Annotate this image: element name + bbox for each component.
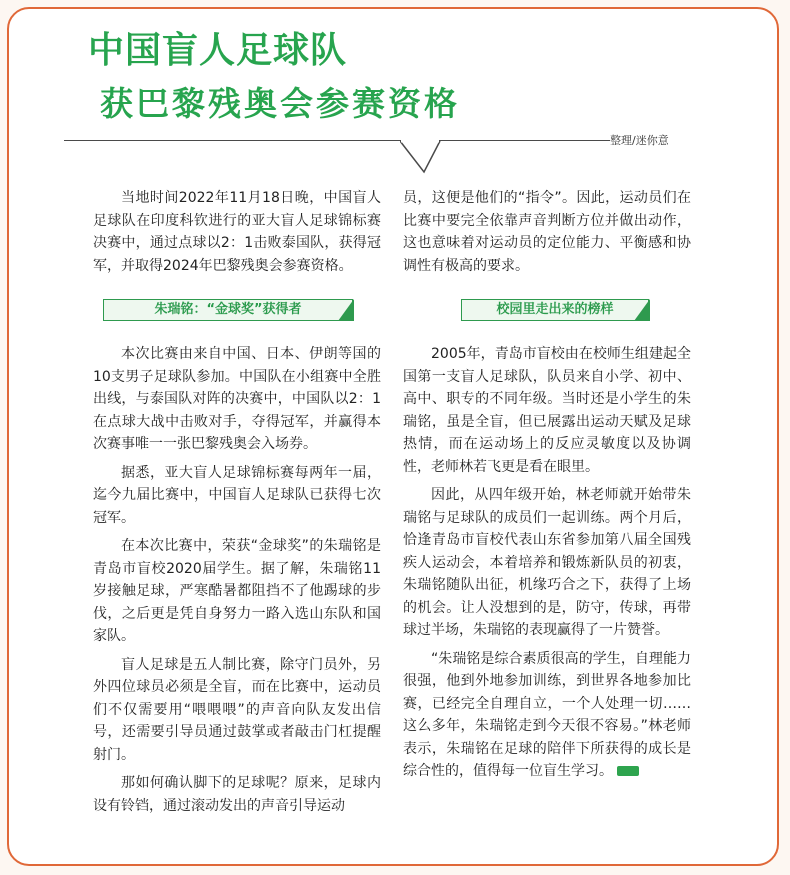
header-rule-pointer	[400, 140, 450, 174]
body-paragraph: 盲人足球是五人制比赛，除守门员外，另外四位球员必须是全盲，而在比赛中，运动员们不仅需要用“喂喂喂”的声音向队友发出信号，还需要引导员通过鼓掌或者敲击门杠提醒射门。	[93, 656, 381, 763]
body-paragraph: 2005年，青岛市盲校由在校师生组建起全国第一支盲人足球队，队员来自小学、初中、高中、职专的不同年级。当时还是小学生的朱瑞铭，虽是全盲，但已展露出运动天赋及足球热情，而在运动场上的反应灵敏度以及协调性，老师林若飞更是看在眼里。	[403, 346, 691, 475]
headline-line-2: 获巴黎残奥会参赛资格	[100, 84, 460, 123]
section-heading-text: 朱瑞铭：“金球奖”获得者	[154, 302, 302, 317]
intro-paragraph: 当地时间2022年11月18日晚，中国盲人足球队在印度科钦进行的亚大盲人足球锦标赛决赛中，通过点球以2：1击败泰国队，获得冠军，并取得2024年巴黎残奥会参赛资格。	[93, 190, 381, 274]
body-paragraph	[403, 648, 691, 783]
continued-paragraph: 员，这便是他们的“指令”。因此，运动员们在比赛中要完全依靠声音判断方位并做出动作，这也意味着对运动员的定位能力、平衡感和协调性有极高的要求。	[403, 190, 691, 274]
closing-paragraph-text: “朱瑞铭是综合素质很高的学生，自理能力很强，他到外地参加训练，到世界各地参加比赛，已经完全自理自立，一个人处理一切……这么多年，朱瑞铭走到今天很不容易。”林老师表示，朱瑞铭在足球的陪伴下所获得的成长是综合性的，值得每一位盲生学习。	[403, 650, 691, 779]
section-heading-golden-ball	[103, 299, 353, 321]
section-heading-text: 校园里走出来的榜样	[496, 302, 614, 317]
byline: 整理/迷你意	[610, 134, 669, 147]
header-rule	[64, 140, 610, 141]
body-paragraph: 在本次比赛中，荣获“金球奖”的朱瑞铭是青岛市盲校2020届学生。据了解，朱瑞铭11岁接触足球，严寒酷暑都阻挡不了他踢球的步伐，之后更是凭自身努力一路入选山东队和国家队。	[93, 538, 381, 644]
headline-line-1: 中国盲人足球队	[88, 30, 348, 71]
right-column	[403, 187, 691, 789]
article-end-mark-icon	[617, 766, 639, 776]
body-paragraph: 据悉，亚大盲人足球锦标赛每两年一届，迄今九届比赛中，中国盲人足球队已获得七次冠军。	[93, 464, 381, 526]
body-paragraph: 那如何确认脚下的足球呢？原来，足球内设有铃铛，通过滚动发出的声音引导运动	[93, 775, 381, 814]
left-column	[93, 187, 381, 823]
heading-corner-decoration	[338, 299, 354, 321]
body-paragraph: 本次比赛由来自中国、日本、伊朗等国的10支男子足球队参加。中国队在小组赛中全胜出线，与泰国队对阵的决赛中，中国队以2：1在点球大战中击败对手，夺得冠军，并赢得本次赛事唯一一张巴黎残奥会入场券。	[93, 346, 381, 452]
section-heading-campus-role-model	[461, 299, 649, 321]
body-paragraph: 因此，从四年级开始，林老师就开始带朱瑞铭与足球队的成员们一起训练。两个月后，恰逢青岛市盲校代表山东省参加第八届全国残疾人运动会，本着培养和锻炼新队员的初衷，朱瑞铭随队出征，机缘巧合之下，获得了上场的机会。让人没想到的是，防守，传球，再带球过半场，朱瑞铭的表现赢得了一片赞誉。	[403, 487, 691, 638]
heading-corner-decoration	[634, 299, 650, 321]
